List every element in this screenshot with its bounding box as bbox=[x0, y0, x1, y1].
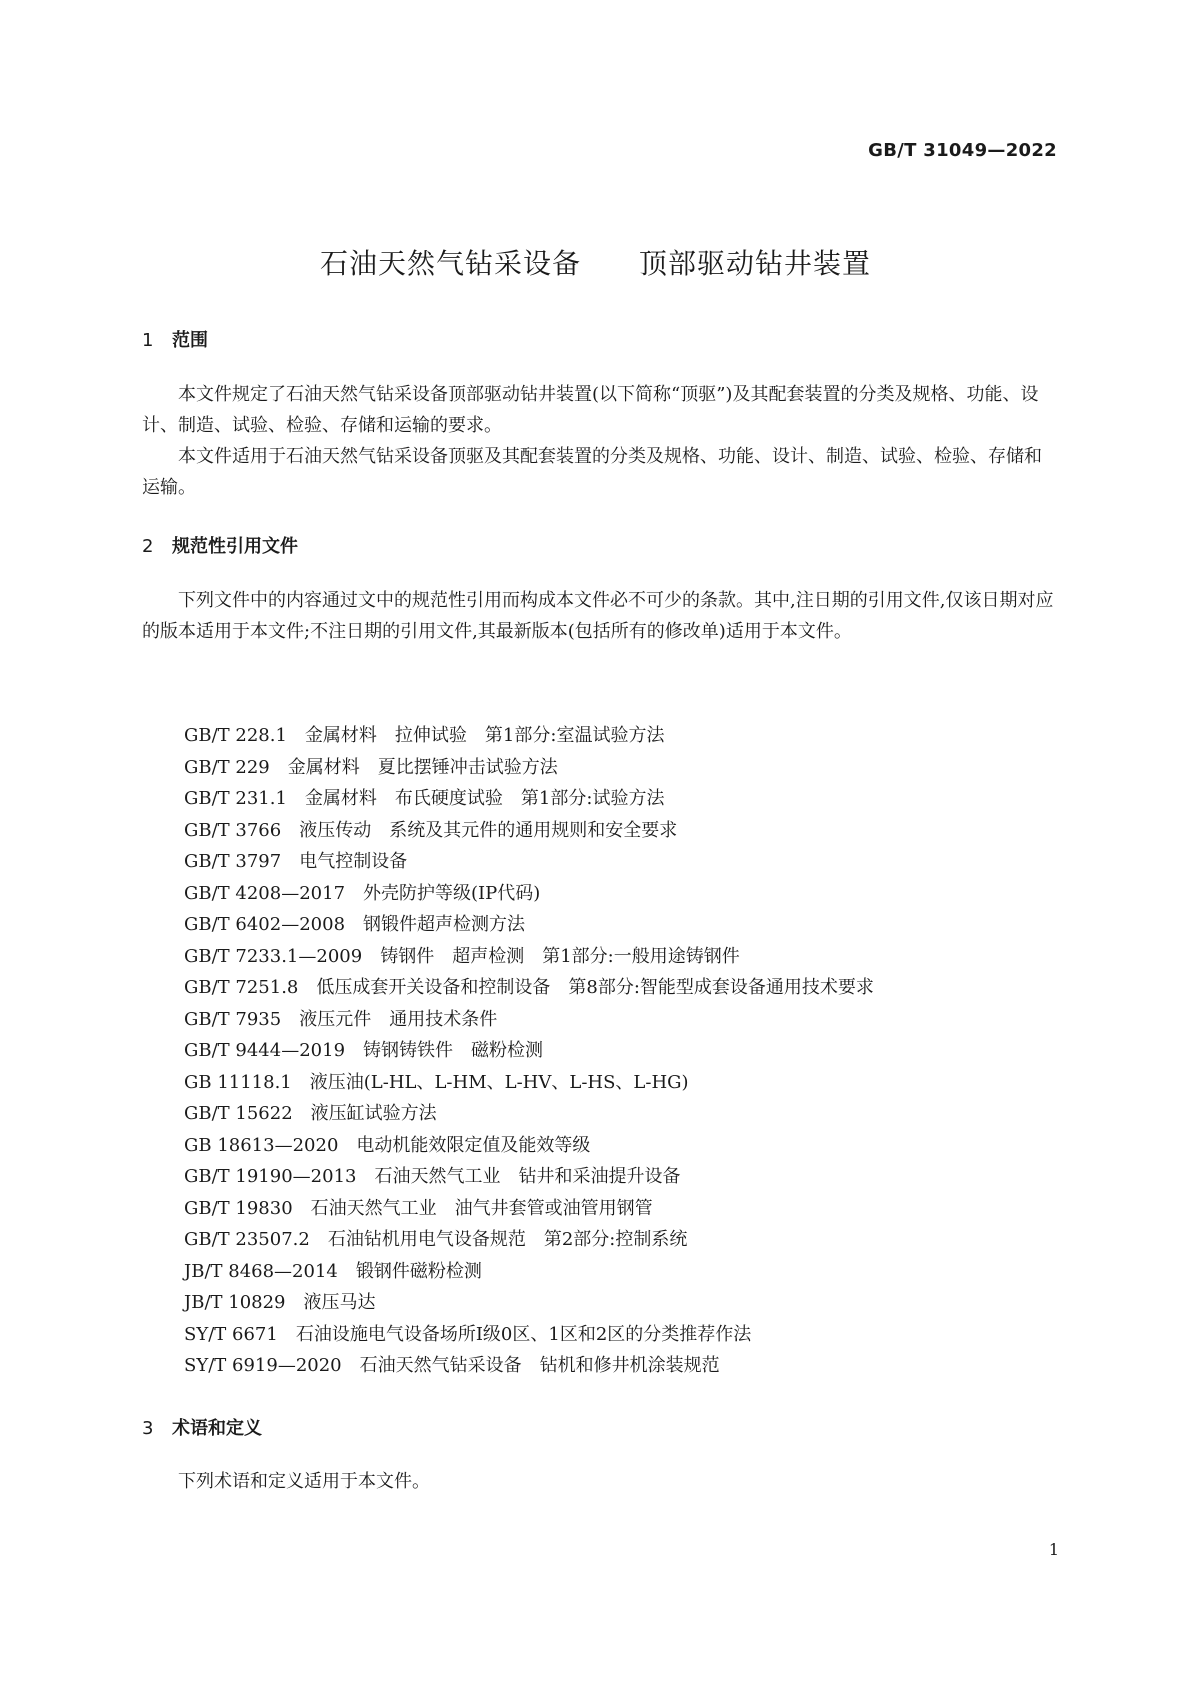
reference-title: 石油天然气工业 油气井套管或油管用钢管 bbox=[310, 1197, 653, 1219]
reference-title: 石油设施电气设备场所Ⅰ级0区、1区和2区的分类推荐作法 bbox=[295, 1323, 752, 1345]
reference-title: 电动机能效限定值及能效等级 bbox=[356, 1134, 591, 1156]
reference-code: GB/T 3766 bbox=[184, 819, 282, 841]
reference-item bbox=[184, 1130, 874, 1162]
reference-title: 石油钻机用电气设备规范 第2部分:控制系统 bbox=[327, 1229, 688, 1250]
reference-code: GB/T 7251.8 bbox=[184, 977, 299, 998]
reference-title: 金属材料 夏比摆锤冲击试验方法 bbox=[287, 756, 558, 778]
reference-title: 液压油(L-HL、L-HM、L-HV、L-HS、L-HG) bbox=[309, 1071, 689, 1093]
scope-paragraph-2: 本文件适用于石油天然气钻采设备顶驱及其配套装置的分类及规格、功能、设计、制造、试验、检验、存储和运输。 bbox=[142, 446, 1042, 498]
reference-code: SY/T 6671 bbox=[184, 1323, 278, 1345]
reference-item bbox=[184, 878, 874, 910]
reference-code: JB/T 10829 bbox=[184, 1292, 286, 1313]
reference-code: GB/T 9444—2019 bbox=[184, 1040, 346, 1061]
section-2-heading bbox=[142, 532, 298, 558]
reference-code: GB 11118.1 bbox=[184, 1071, 292, 1093]
section-title: 术语和定义 bbox=[172, 1418, 262, 1439]
reference-title: 石油天然气钻采设备 钻机和修井机涂装规范 bbox=[359, 1355, 720, 1376]
reference-item bbox=[184, 909, 874, 941]
reference-item bbox=[184, 1224, 874, 1256]
reference-code: GB/T 15622 bbox=[184, 1103, 293, 1124]
reference-title: 电气控制设备 bbox=[299, 851, 408, 872]
reference-code: GB/T 3797 bbox=[184, 851, 282, 872]
reference-code: GB 18613—2020 bbox=[184, 1134, 339, 1156]
page-number: 1 bbox=[1048, 1540, 1059, 1559]
reference-title: 液压缸试验方法 bbox=[310, 1103, 437, 1124]
normative-references-intro: 下列文件中的内容通过文中的规范性引用而构成本文件必不可少的条款。其中,注日期的引用文件,仅该日期对应的版本适用于本文件;不注日期的引用文件,其最新版本(包括所有的修改单)适用于本文件。 bbox=[142, 590, 1054, 642]
document-title: 石油天然气钻采设备 顶部驱动钻井装置 bbox=[319, 247, 871, 280]
reference-code: SY/T 6919—2020 bbox=[184, 1355, 342, 1376]
reference-code: GB/T 4208—2017 bbox=[184, 882, 346, 904]
section-1-heading bbox=[142, 326, 208, 352]
reference-item bbox=[184, 846, 874, 878]
reference-code: GB/T 228.1 bbox=[184, 725, 287, 746]
reference-title: 铸钢铸铁件 磁粉检测 bbox=[363, 1040, 544, 1061]
reference-title: 锻钢件磁粉检测 bbox=[355, 1260, 482, 1282]
reference-item bbox=[184, 783, 874, 815]
reference-item bbox=[184, 815, 874, 847]
section-number: 2 bbox=[142, 536, 154, 557]
reference-title: 液压元件 通用技术条件 bbox=[299, 1008, 498, 1030]
reference-item bbox=[184, 1256, 874, 1288]
reference-code: GB/T 6402—2008 bbox=[184, 914, 346, 935]
reference-item bbox=[184, 1035, 874, 1067]
section-number: 1 bbox=[142, 330, 154, 351]
reference-code: JB/T 8468—2014 bbox=[184, 1260, 338, 1282]
standard-code: GB/T 31049—2022 bbox=[868, 140, 1057, 161]
reference-code: GB/T 231.1 bbox=[184, 788, 287, 809]
reference-code: GB/T 23507.2 bbox=[184, 1229, 310, 1250]
reference-code: GB/T 7233.1—2009 bbox=[184, 945, 363, 967]
reference-item bbox=[184, 972, 874, 1004]
reference-item bbox=[184, 1350, 874, 1382]
reference-item bbox=[184, 941, 874, 973]
section-3-heading bbox=[142, 1414, 262, 1440]
reference-code: GB/T 229 bbox=[184, 756, 270, 778]
reference-title: 低压成套开关设备和控制设备 第8部分:智能型成套设备通用技术要求 bbox=[316, 977, 874, 998]
reference-item bbox=[184, 1067, 874, 1099]
reference-code: GB/T 7935 bbox=[184, 1008, 282, 1030]
reference-item bbox=[184, 1161, 874, 1193]
reference-item bbox=[184, 752, 874, 784]
reference-title: 金属材料 拉伸试验 第1部分:室温试验方法 bbox=[304, 725, 665, 746]
reference-item bbox=[184, 1004, 874, 1036]
section-number: 3 bbox=[142, 1418, 154, 1439]
reference-code: GB/T 19190—2013 bbox=[184, 1166, 357, 1187]
reference-title: 液压传动 系统及其元件的通用规则和安全要求 bbox=[299, 819, 678, 841]
reference-title: 铸钢件 超声检测 第1部分:一般用途铸钢件 bbox=[380, 945, 740, 967]
reference-item bbox=[184, 1287, 874, 1319]
scope-paragraph-1: 本文件规定了石油天然气钻采设备顶部驱动钻井装置(以下简称“顶驱”)及其配套装置的分类及规格、功能、设计、制造、试验、检验、存储和运输的要求。 bbox=[142, 384, 1039, 436]
reference-title: 外壳防护等级(IP代码) bbox=[363, 882, 541, 904]
reference-list bbox=[184, 720, 874, 1382]
reference-item bbox=[184, 1193, 874, 1225]
reference-title: 液压马达 bbox=[303, 1292, 376, 1313]
reference-item bbox=[184, 1319, 874, 1351]
reference-title: 钢锻件超声检测方法 bbox=[363, 914, 526, 935]
reference-title: 金属材料 布氏硬度试验 第1部分:试验方法 bbox=[304, 788, 665, 809]
reference-item bbox=[184, 720, 874, 752]
reference-code: GB/T 19830 bbox=[184, 1197, 293, 1219]
terms-intro-paragraph: 下列术语和定义适用于本文件。 bbox=[178, 1471, 430, 1492]
section-title: 规范性引用文件 bbox=[172, 536, 298, 557]
section-title: 范围 bbox=[172, 330, 208, 351]
reference-title: 石油天然气工业 钻井和采油提升设备 bbox=[374, 1166, 681, 1187]
reference-item bbox=[184, 1098, 874, 1130]
